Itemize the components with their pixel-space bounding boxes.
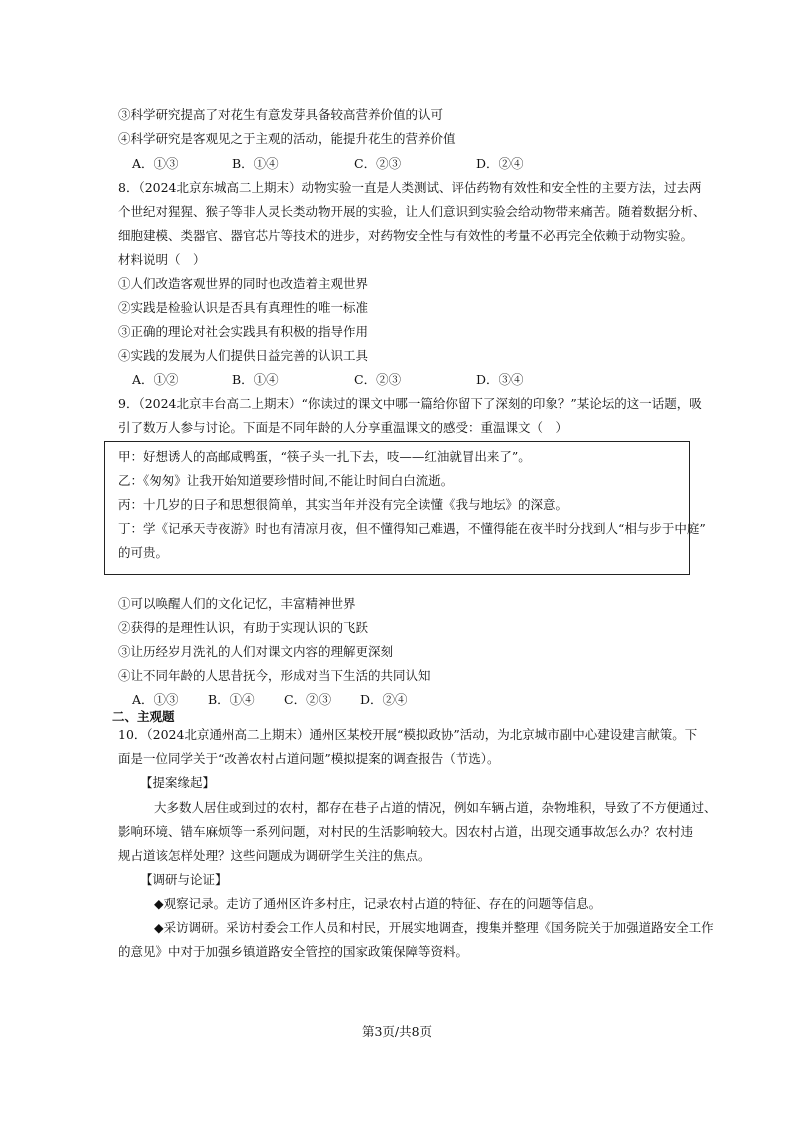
q10-origin-line-1: 大多数人居住或到过的农村，都存在巷子占道的情况，例如车辆占道，杂物堆积，导致了不方便通过、 — [154, 800, 717, 815]
q8-stem-line-2: 个世纪对猩猩、猴子等非人灵长类动物开展的实验，让人们意识到实验会给动物带来痛苦。随着数据分析、 — [118, 204, 706, 219]
q8-item-4: ④实践的发展为人们提供日益完善的认识工具 — [118, 348, 369, 363]
q8-option-d[interactable]: D．③④ — [476, 372, 524, 387]
q9-item-1: ①可以唤醒人们的文化记忆，丰富精神世界 — [118, 596, 356, 611]
q10-origin-line-3: 规占道该怎样处理？这些问题成为调研学生关注的焦点。 — [118, 848, 431, 863]
q10-tag-research: 【调研与论证】 — [140, 872, 228, 887]
q9-stem-line-2: 引了数万人参与讨论。下面是不同年龄的人分享重温课文的感受：重温课文（ ） — [118, 420, 569, 435]
q9-option-d[interactable]: D．②④ — [360, 692, 408, 707]
q9-item-4: ④让不同年龄的人思昔抚今，形成对当下生活的共同认知 — [118, 668, 431, 683]
q7-option-a[interactable]: A．①③ — [132, 156, 179, 171]
q10-stem-line-1: 10．（2024北京通州高二上期末）通州区某校开展“模拟政协”活动，为北京城市副中心建设建言献策。下 — [118, 727, 698, 742]
q7-item-3: ③科学研究提高了对花生有意发芽具备较高营养价值的认可 — [118, 107, 444, 122]
q10-interview-line-2: 的意见》中对于加强乡镇道路安全管控的国家政策保障等资料。 — [118, 944, 469, 959]
q8-stem-line-1: 8．（2024北京东城高二上期末）动物实验一直是人类测试、评估药物有效性和安全性的主要方法，过去两 — [118, 180, 702, 195]
q8-option-b[interactable]: B．①④ — [232, 372, 279, 387]
q9-option-b[interactable]: B．①④ — [208, 692, 255, 707]
q9-quote-ding-1: 丁：学《记承天寺夜游》时也有清凉月夜，但不懂得知己难遇，不懂得能在夜半时分找到人“相与步于中庭” — [118, 521, 706, 536]
section-heading: 二、主观题 — [112, 709, 175, 724]
q10-tag-origin: 【提案缘起】 — [140, 775, 216, 790]
q9-option-a[interactable]: A．①③ — [132, 692, 179, 707]
page-number: 第3页/共8页 — [361, 1024, 433, 1039]
q10-interview-line-1: ◆采访调研。采访村委会工作人员和村民，开展实地调查，搜集并整理《国务院关于加强道路安全工作 — [154, 920, 714, 935]
q7-option-b[interactable]: B．①④ — [232, 156, 279, 171]
q9-option-c[interactable]: C．②③ — [284, 692, 332, 707]
q9-quote-ding-2: 的可贵。 — [118, 545, 169, 560]
q10-observe-line: ◆观察记录。走访了通州区许多村庄，记录农村占道的特征、存在的问题等信息。 — [154, 896, 602, 911]
q10-origin-line-2: 影响环境、错车麻烦等一系列问题，对村民的生活影响较大。因农村占道，出现交通事故怎么办？农村违 — [118, 824, 694, 839]
q7-option-c[interactable]: C．②③ — [354, 156, 402, 171]
q8-item-3: ③正确的理论对社会实践具有积极的指导作用 — [118, 324, 369, 339]
q7-option-d[interactable]: D．②④ — [476, 156, 524, 171]
q9-quote-bing: 丙：十几岁的日子和思想很简单，其实当年并没有完全读懂《我与地坛》的深意。 — [118, 497, 569, 512]
q8-item-2: ②实践是检验认识是否具有真理性的唯一标准 — [118, 300, 369, 315]
q10-stem-line-2: 面是一位同学关于“改善农村占道问题”模拟提案的调查报告（节选）。 — [118, 751, 500, 766]
q8-option-c[interactable]: C．②③ — [354, 372, 402, 387]
q7-item-4: ④科学研究是客观见之于主观的活动，能提升花生的营养价值 — [118, 131, 456, 146]
q8-option-a[interactable]: A．①② — [132, 372, 179, 387]
q9-quote-yi: 乙：《匆匆》让我开始知道要珍惜时间,不能让时间白白流逝。 — [118, 473, 454, 488]
q9-item-2: ②获得的是理性认识，有助于实现认识的飞跃 — [118, 620, 369, 635]
q9-item-3: ③让历经岁月洗礼的人们对课文内容的理解更深刻 — [118, 644, 394, 659]
q8-item-1: ①人们改造客观世界的同时也改造着主观世界 — [118, 276, 369, 291]
q9-quote-jia: 甲：好想诱人的高邮咸鸭蛋，“筷子头一扎下去，吱——红油就冒出来了”。 — [118, 449, 531, 464]
q8-stem-line-3: 细胞建模、类器官、器官芯片等技术的进步，对药物安全性与有效性的考量不必再完全依赖于动物实验。 — [118, 228, 694, 243]
q9-stem-line-1: 9．（2024北京丰台高二上期末）“你读过的课文中哪一篇给你留下了深刻的印象？”某论坛的这一话题，吸 — [118, 396, 702, 411]
q8-stem-line-4: 材料说明（ ） — [118, 252, 206, 267]
